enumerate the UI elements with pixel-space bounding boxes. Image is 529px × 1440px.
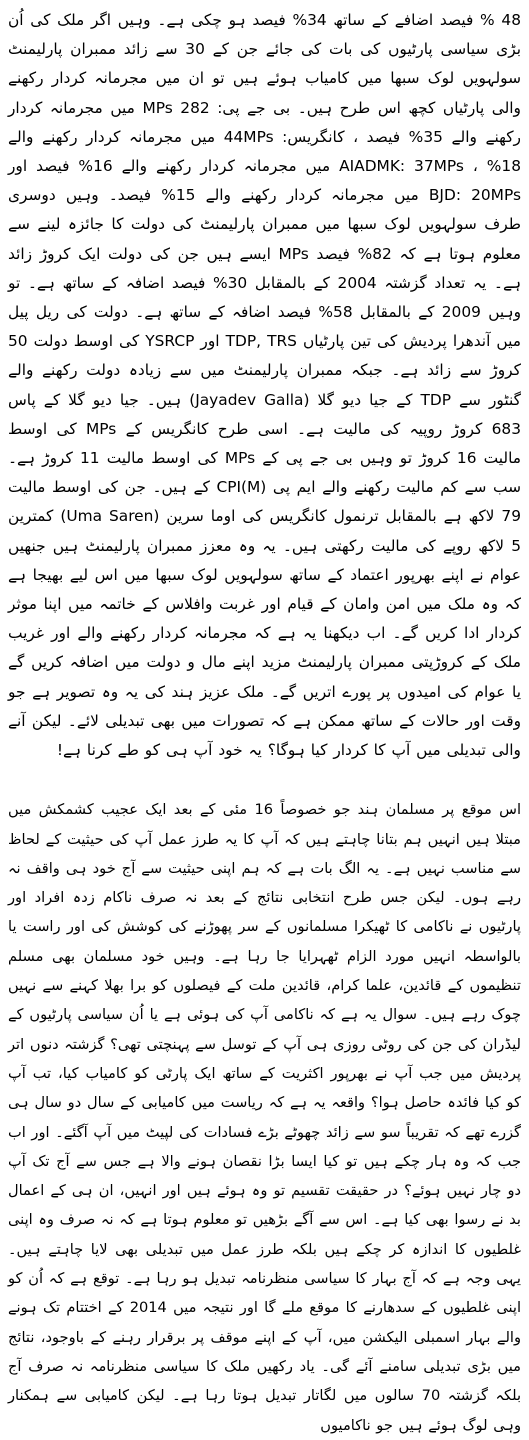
article-paragraph-2: اس موقع پر مسلمان ہند جو خصوصاً 16 مئی کے بعد ایک عجیب کشمکش میں مبتلا ہیں انہیں ہم بتانا چاہتے ہیں کہ آپ کا یہ طرز عمل آپ کی حیثیت کے لحاظ سے مناسب نہیں ہے۔ یہ الگ بات ہے کہ ہم اپنی حیثیت سے آج خود ہی واقف نہ رہے ہوں۔ لیکن جس طرح انتخابی نتائج کے بعد نہ صرف ناکام زدہ افراد اور پارٹیوں نے ناکامی کا ٹھیکرا مسلمانوں کے سر پھوڑنے کی کوشش کی اور راست یا بالواسطہ انہیں مورد الزام ٹھہرایا جا رہا ہے۔ وہیں خود مسلمان بھی مسلم تنظیموں کے قائدین، علما کرام، قائدین ملت کے فیصلوں کو برا بھلا کہنے سے نہیں چوک رہے ہیں۔ سوال یہ ہے کہ ناکامی آپ کی ہوئی ہے یا اُن سیاسی پارٹیوں کے لیڈران کی جن کی روٹی روزی ہی آپ کے توسل سے پہنچتی تھی؟ گزشتہ دنوں اتر پردیش میں جب آپ نے بھرپور اکثریت کے ساتھ ایک پارٹی کو کامیاب کیا، تب آپ کو کیا فائدہ حاصل ہوا؟ واقعہ یہ ہے کہ ریاست میں کامیابی کے سال دو سال ہی گزرے تھے کہ تقریباً سو سے زائد چھوٹے بڑے فسادات کی لپیٹ میں آپ آگئے۔ اور اب جب کہ وہ ہار چکے ہیں تو کیا ایسا بڑا نقصان ہونے والا ہے جس سے آج تک آپ دو چار نہیں ہوئے؟ در حقیقت تقسیم تو وہ ہوئے ہیں اور انہیں، ان ہی کے اعمال بد نے رسوا بھی کیا ہے۔ اس سے آگے بڑھیں تو معلوم ہوتا ہے کہ نہ صرف وہ اپنی غلطیوں کا اندازہ کر چکے ہیں بلکہ طرز عمل میں تبدیلی بھی لایا چاہتے ہیں۔ یہی وجہ ہے کہ آج بہار کا سیاسی منظرنامہ تبدیل ہو رہا ہے۔ توقع ہے کہ اُن کو اپنی غلطیوں کے سدھارنے کا موقع ملے گا اور نتیجہ میں 2014 کے اختتام تک ہونے والے بہار اسمبلی الیکشن میں، آپ کے اپنے موقف پر برقرار رہنے کے باوجود، نتائج میں بڑی تبدیلی سامنے آئے گی۔ یاد رکھیں ملک کا سیاسی منظرنامہ نہ صرف آج بلکہ گزشتہ 70 سالوں میں لگاتار تبدیل ہوتا رہا ہے۔ لیکن کامیابی سے ہمکنار وہی لوگ ہوئے ہیں جو ناکامیوں [7, 801, 522, 1434]
article-paragraph-1: 48 % فیصد اضافے کے ساتھ 34% فیصد ہو چکی ہے۔ وہیں اگر ملک کی اُن بڑی سیاسی پارٹیوں کی بات کی جائے جن کے 30 سے زائد ممبران پارلیمنٹ سولہویں لوک سبھا میں کامیاب ہوئے ہیں تو ان میں مجرمانہ کردار رکھنے والی پارٹیاں کچھ اس طرح ہیں۔ بی جے پی: 282 MPs میں مجرمانہ کردار رکھنے والے 35% فیصد ، کانگریس: 44MPs میں مجرمانہ کردار رکھنے والے 18% ، AIADMK: 37MPs میں مجرمانہ کردار رکھنے والے 16% فیصد اور BJD: 20MPs میں مجرمانہ کردار رکھنے والے 15% فیصد۔ وہیں دوسری طرف سولہویں لوک سبھا میں ممبران پارلیمنٹ کی دولت کا جائزہ لینے سے معلوم ہوتا ہے کہ 82% فیصد MPs ایسے ہیں جن کی دولت ایک کروڑ زائد ہے۔ یہ تعداد گزشتہ 2004 کے بالمقابل 30% فیصد اضافہ کے ساتھ ہے۔ تو وہیں 2009 کے بالمقابل 58% فیصد اضافہ کے ساتھ ہے۔ دولت کی ریل پیل میں آندھرا پردیش کی تین پارٹیاں TDP, TRS اور YSRCP کی اوسط دولت 50 کروڑ سے زائد ہے۔ جبکہ ممبران پارلیمنٹ میں سے زیادہ دولت رکھنے والے گنٹور سے TDP کے جیا دیو گلا (Jayadev Galla) ہیں۔ جیا دیو گلا کے پاس 683 کروڑ روپیہ کی مالیت ہے۔ اسی طرح کانگریس کے MPs کی اوسط مالیت 16 کروڑ تو وہیں بی جے پی کے MPs کی اوسط مالیت 11 کروڑ ہے۔ سب سے کم مالیت رکھنے والے ایم پی CPI(M) کے ہیں۔ جن کی اوسط مالیت 79 لاکھ ہے بالمقابل ترنمول کانگریس کی اوما سرین (Uma Saren) کمترین 5 لاکھ روپے کی مالیت رکھتی ہیں۔ یہ وہ معزز ممبران پارلیمنٹ ہیں جنھیں عوام نے اپنے بھرپور اعتماد کے ساتھ سولہویں لوک سبھا میں اس لیے بھیجا ہے کہ وہ ملک میں امن وامان کے قیام اور غربت وافلاس کے خاتمہ میں اپنا موثر کردار ادا کریں گے۔ اب دیکھنا یہ ہے کہ مجرمانہ کردار رکھنے والے اور غریب ملک کے کروڑپتی ممبران پارلیمنٹ مزید اپنے مال و دولت میں اضافہ کریں گے یا عوام کی امیدوں پر پورے اتریں گے۔ ملک عزیز ہند کی یہ وہ تصویر ہے جو وقت اور حالات کے ساتھ ممکن ہے کہ تصورات میں بھی تبدیلی لائے۔ لیکن آنے والی تبدیلی میں آپ کا کردار کیا ہوگا؟ یہ خود آپ ہی کو طے کرنا ہے! [8, 11, 522, 760]
